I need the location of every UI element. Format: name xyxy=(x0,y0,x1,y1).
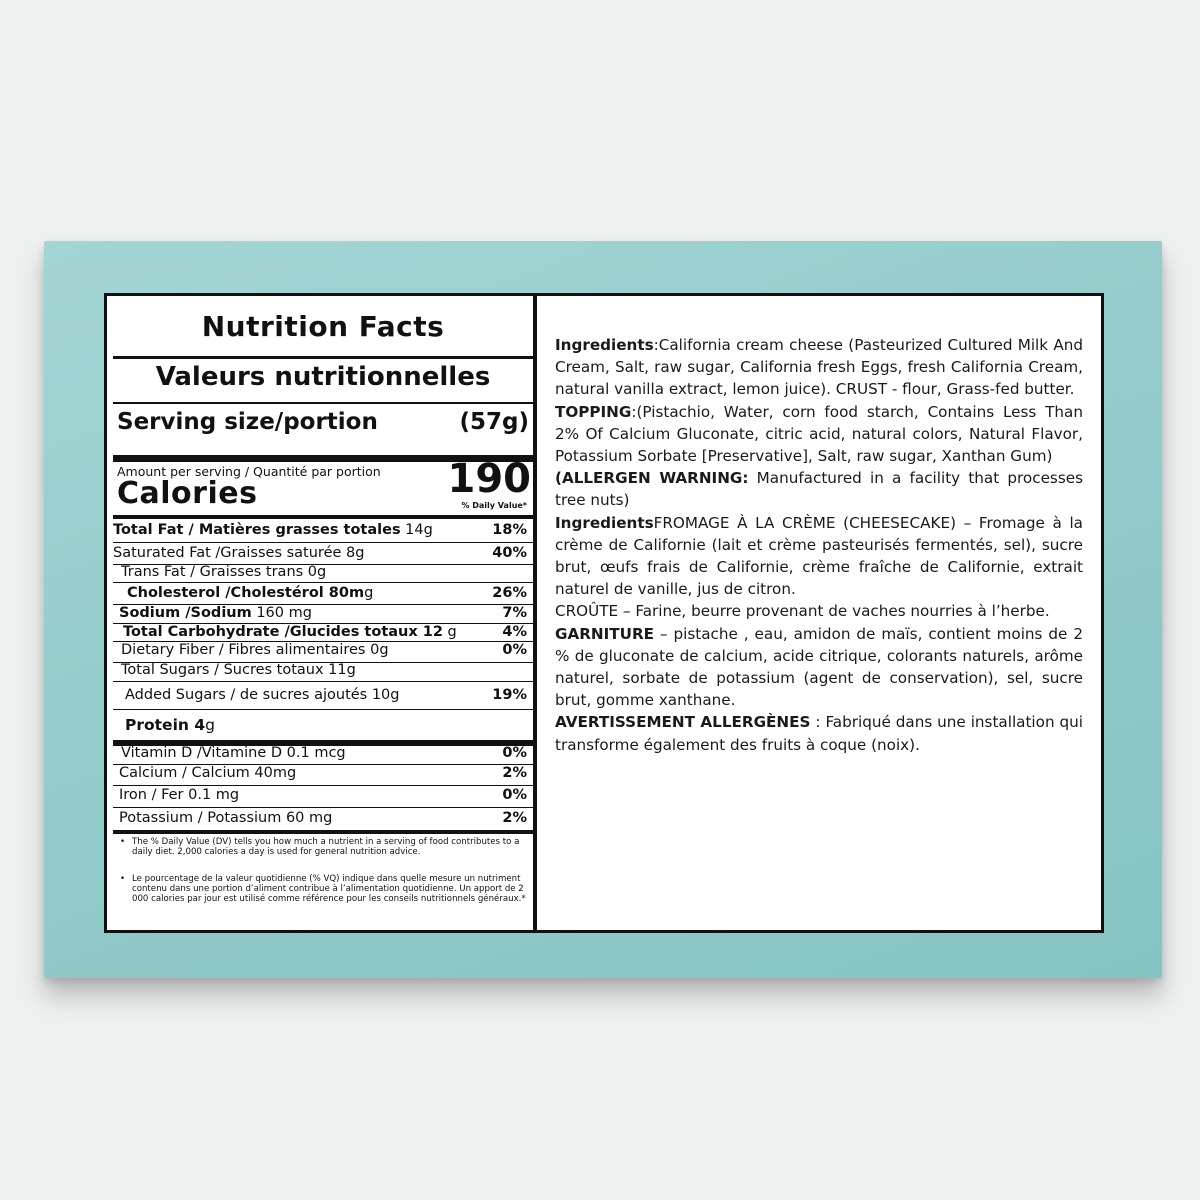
ingredients-text: :California cream cheese (Pasteurized Cultured Milk And Cream, Salt, raw sugar, California fresh Eggs, fresh California Cream, natural vanilla extract, lemon juice). CRUST - flour, Grass-fed butter. xyxy=(555,336,1083,399)
serving-size-value: (57g) xyxy=(459,409,529,435)
nutrient-row-calcium xyxy=(119,765,533,781)
allergen-warning xyxy=(555,467,1083,511)
nutrient-row-saturated-fat xyxy=(113,545,533,561)
allergen-label: (ALLERGEN WARNING: xyxy=(555,469,749,488)
allergen-text: Manufactured in a facility that processes tree nuts) xyxy=(555,469,1084,510)
nutrient-name: Sodium /Sodium xyxy=(119,605,252,621)
nutrient-dv: 0% xyxy=(502,787,527,803)
divider xyxy=(113,785,533,786)
divider xyxy=(113,807,533,808)
nutrient-dv: 0% xyxy=(502,745,527,761)
bullet: • xyxy=(120,874,126,884)
nutrient-row-sodium xyxy=(119,605,533,621)
serving-size xyxy=(117,409,529,435)
topping xyxy=(555,401,1083,468)
divider xyxy=(113,402,533,404)
nutrient-amount: 160 mg xyxy=(251,605,312,621)
divider xyxy=(113,681,533,682)
nutrient-dv: 0% xyxy=(502,642,527,658)
nutrient-name: Cholesterol /Cholestérol 80m xyxy=(127,585,365,601)
nutrient-row-vitamin-d xyxy=(121,745,533,761)
nutrient-dv: 26% xyxy=(492,585,527,601)
calories-label: Calories xyxy=(117,476,258,511)
nutrient-name: Protein 4 xyxy=(125,716,206,734)
amount-per-serving: Amount per serving / Quantité par portion xyxy=(117,464,381,479)
nutrition-facts-subtitle: Valeurs nutritionnelles xyxy=(155,362,491,392)
nutrient-name: Dietary Fiber / Fibres alimentaires 0g xyxy=(121,642,389,658)
nutrient-name: Vitamin D /Vitamine D 0.1 mcg xyxy=(121,745,346,761)
nutrient-name: Added Sugars / de sucres ajoutés 10g xyxy=(125,687,400,703)
nutrient-row-potassium xyxy=(119,810,533,826)
topping-label: TOPPING xyxy=(555,402,632,421)
daily-value-header: % Daily Value* xyxy=(461,501,527,510)
bullet: • xyxy=(120,837,126,847)
nutrition-facts-title: Nutrition Facts xyxy=(201,310,445,343)
footnote-french-text: Le pourcentage de la valeur quotidienne (% VQ) indique dans quelle mesure un nutriment contenu dans une portion d’aliment contribue à l’alimentation quotidienne. Un apport de 2 000 calories par jour est utilisé comme référence pour les conseils nutritionnels généraux.* xyxy=(132,874,526,904)
ingredients-label: Ingredients xyxy=(555,336,654,354)
nutrient-name: Potassium / Potassium 60 mg xyxy=(119,810,333,826)
nutrient-row-total-fat xyxy=(113,522,533,538)
ingredients-english xyxy=(555,334,1083,401)
garniture-label: GARNITURE xyxy=(555,624,655,643)
nutrient-row-fiber xyxy=(121,642,533,658)
serving-size-label: Serving size/portion xyxy=(117,409,378,435)
nutrient-row-protein xyxy=(125,716,533,734)
garniture-text: – pistache , eau, amidon de maïs, contient moins de 2 % de gluconate de calcium, acide citrique, colorants naturels, arôme naturel, sorbate de potassium (agent de conservation), sel, sucre brut, gomme xanthane. xyxy=(555,624,1083,710)
nutrient-dv: 18% xyxy=(492,522,527,538)
footnote-french xyxy=(120,874,527,904)
garniture xyxy=(555,623,1083,712)
footnote-english xyxy=(120,837,527,857)
footnote-english-text: The % Daily Value (DV) tells you how much a nutrient in a serving of food contributes to a daily diet. 2,000 calories a day is used for general nutrition advice. xyxy=(132,837,520,857)
nutrient-amount: g xyxy=(205,716,215,734)
avertissement-label: AVERTISSEMENT ALLERGÈNES xyxy=(555,713,811,732)
nutrient-amount: g xyxy=(442,624,457,640)
nutrient-dv: 4% xyxy=(502,624,527,640)
divider xyxy=(113,542,533,543)
nutrient-amount: 14g xyxy=(400,522,433,538)
nutrient-dv: 2% xyxy=(502,765,527,781)
avertissement-text: : Fabriqué dans une installation qui transforme également des fruits à coque (noix). xyxy=(555,713,1083,754)
nutrient-row-total-sugars xyxy=(121,662,533,678)
nutrient-name: Total Carbohydrate /Glucides totaux 12 xyxy=(123,624,443,640)
nutrient-name: Saturated Fat /Graisses saturée 8g xyxy=(113,545,365,561)
ingredients-panel xyxy=(555,334,1083,756)
nutrient-name: Total Fat / Matières grasses totales xyxy=(113,522,401,538)
divider xyxy=(113,356,533,359)
nutrient-dv: 7% xyxy=(502,605,527,621)
divider xyxy=(113,515,533,519)
ingredients-fr-label: Ingredients xyxy=(555,513,654,532)
croute: CROÛTE – Farine, beurre provenant de vaches nourries à l’herbe. xyxy=(555,602,1050,621)
avertissement xyxy=(555,711,1083,755)
nutrient-amount: g xyxy=(364,585,374,601)
nutrient-row-trans-fat xyxy=(121,564,533,580)
ingredients-french xyxy=(555,512,1083,601)
nutrient-name: Total Sugars / Sucres totaux 11g xyxy=(121,662,356,678)
nutrient-dv: 2% xyxy=(502,810,527,826)
nutrition-facts-panel xyxy=(107,296,537,930)
calories-value: 190 xyxy=(447,456,531,502)
nutrient-row-cholesterol xyxy=(127,585,533,601)
nutrient-name: Calcium / Calcium 40mg xyxy=(119,765,297,781)
divider xyxy=(113,582,533,583)
divider xyxy=(113,830,533,834)
nutrition-label xyxy=(104,293,1104,933)
ingredients-fr-text: FROMAGE À LA CRÈME (CHEESECAKE) – Fromage à la crème de Californie (lait et crème pasteurisés fermentés, sel), sucre brut, œufs frais de Californie, crème fraîche de Californie, extrait naturel de vanille, jus de citron. xyxy=(555,513,1083,599)
nutrient-name: Trans Fat / Graisses trans 0g xyxy=(121,564,327,580)
divider xyxy=(113,709,533,710)
nutrient-row-added-sugars xyxy=(125,687,533,703)
nutrient-dv: 40% xyxy=(492,545,527,561)
nutrient-row-carbohydrate xyxy=(123,624,533,640)
nutrient-name: Iron / Fer 0.1 mg xyxy=(119,787,240,803)
nutrient-row-iron xyxy=(119,787,533,803)
nutrient-dv: 19% xyxy=(492,687,527,703)
topping-text: :(Pistachio, Water, corn food starch, Contains Less Than 2% Of Calcium Gluconate, citric acid, natural colors, Natural Flavor, Potassium Sorbate [Preservative], Salt, raw sugar, Xanthan Gum) xyxy=(555,402,1083,466)
